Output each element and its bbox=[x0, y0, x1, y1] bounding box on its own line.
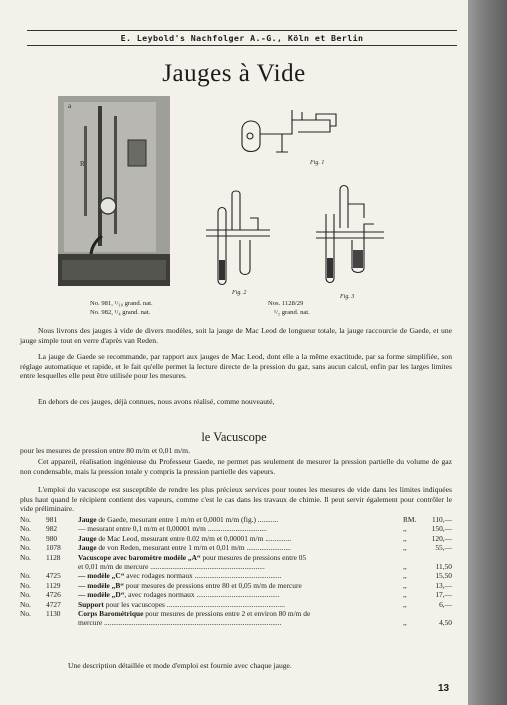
item-description bbox=[78, 571, 398, 580]
item-currency: ,, bbox=[403, 561, 407, 571]
item-description bbox=[78, 524, 398, 533]
item-currency: ,, bbox=[403, 618, 407, 628]
item-prefix: No. bbox=[20, 590, 31, 600]
item-description bbox=[78, 543, 398, 552]
fig2-label: Fig. 2 bbox=[232, 290, 247, 296]
item-description bbox=[78, 553, 398, 562]
item-description bbox=[78, 590, 398, 599]
item-currency: ,, bbox=[403, 571, 407, 581]
item-price: 55,— bbox=[435, 543, 452, 553]
item-text: et 0,01 m/m de mercure .............................................................. bbox=[78, 561, 265, 571]
photo-caption-line1: No. 981, ¹/₁₀ grand. nat. bbox=[90, 300, 153, 307]
header-rule-bottom bbox=[27, 45, 457, 46]
item-number: 1128 bbox=[46, 552, 61, 562]
fig3-diagram bbox=[312, 184, 392, 288]
item-title: Corps Barométrique bbox=[78, 608, 144, 618]
page-number: 13 bbox=[438, 683, 450, 694]
item-number: 1078 bbox=[46, 543, 61, 553]
section-subtitle: le Vacuscope bbox=[201, 430, 267, 444]
item-text: avec rodages normaux ............................................... bbox=[124, 571, 282, 581]
item-number: 981 bbox=[46, 515, 58, 524]
item-description bbox=[78, 600, 398, 609]
item-title: — modèle „C“ bbox=[78, 571, 125, 581]
price-list bbox=[20, 515, 452, 628]
photo-caption bbox=[90, 300, 153, 317]
item-prefix: No. bbox=[20, 608, 31, 618]
item-prefix: No. bbox=[20, 599, 31, 609]
item-currency: ,, bbox=[403, 543, 407, 553]
item-title: Jauge bbox=[78, 533, 97, 543]
gauge-photograph bbox=[58, 96, 170, 286]
svg-text:R: R bbox=[80, 160, 85, 168]
item-prefix: No. bbox=[20, 515, 31, 524]
item-text: pour mesures de pressions entre 80 et 0,05 m/m de mercure bbox=[123, 580, 302, 590]
fig3-label: Fig. 3 bbox=[340, 294, 355, 300]
item-title: — modèle „B“ bbox=[78, 580, 124, 590]
item-text: pour les vacuscopes ................................................................ bbox=[103, 599, 285, 609]
item-description bbox=[78, 534, 398, 543]
item-text: , avec rodages normaux ............................................. bbox=[124, 590, 280, 600]
item-currency: ,, bbox=[403, 524, 407, 534]
item-text: de Gaede, mesurant entre 1 m/m et 0,0001 m/m (fig.) ........... bbox=[96, 515, 279, 524]
item-prefix: No. bbox=[20, 533, 31, 543]
item-description bbox=[78, 618, 398, 627]
paragraph-intro: Nous livrons des jauges à vide de divers modèles, soit la jauge de Mac Leod de longueur totale, la jauge raccourcie de Gaede, et une jauge simple tout en verre d'après van Reden. bbox=[20, 326, 452, 345]
paragraph-vacuscope-range: pour les mesures de pression entre 80 m/m et 0,01 m/m. bbox=[20, 446, 190, 455]
item-price: 120,— bbox=[431, 533, 452, 543]
item-price: 11,50 bbox=[435, 561, 452, 571]
item-title: Jauge bbox=[78, 543, 97, 553]
item-price: 13,— bbox=[435, 580, 452, 590]
item-text: pour mesures de pressions entre 05 bbox=[200, 552, 307, 562]
item-currency: ,, bbox=[403, 533, 407, 543]
page-title: Jauges à Vide bbox=[162, 60, 306, 87]
figure-caption-line1: Nos. 1128/29 bbox=[268, 300, 304, 307]
item-text: — mesurant entre 0,1 m/m et 0,00001 m/m ................................ bbox=[78, 524, 267, 534]
svg-text:a: a bbox=[68, 102, 72, 110]
price-row bbox=[20, 609, 452, 618]
item-number: 4726 bbox=[46, 590, 61, 600]
item-text: de von Reden, mesurant entre 1 m/m et 0,01 m/m ........................ bbox=[96, 543, 291, 553]
figure-caption bbox=[268, 300, 310, 317]
photo-caption-line2: No. 982, ¹/₄ grand. nat. bbox=[90, 308, 151, 316]
paragraph-nouveaute: En dehors de ces jauges, déjà connues, nous avons réalisé, comme nouveauté, bbox=[38, 397, 275, 406]
item-description bbox=[78, 581, 398, 590]
price-row bbox=[20, 543, 452, 552]
page-header: E. Leybold's Nachfolger A.-G., Köln et Berlin bbox=[120, 33, 364, 43]
item-price: 110,— bbox=[431, 515, 452, 524]
item-prefix: No. bbox=[20, 524, 31, 534]
item-title: — modèle „D“ bbox=[78, 590, 125, 600]
item-prefix: No. bbox=[20, 580, 31, 590]
fig1-diagram bbox=[232, 100, 342, 170]
header-rule-top bbox=[27, 30, 457, 31]
footer-note: Une description détaillée et mode d'emploi est fournie avec chaque jauge. bbox=[68, 661, 292, 670]
item-title: Jauge bbox=[78, 515, 97, 524]
item-number: 982 bbox=[46, 524, 58, 534]
item-currency: ,, bbox=[403, 580, 407, 590]
item-description bbox=[78, 609, 398, 618]
item-price: 15,50 bbox=[435, 571, 452, 581]
item-price: 4,50 bbox=[439, 618, 452, 628]
item-description bbox=[78, 515, 398, 524]
item-price: 17,— bbox=[435, 590, 452, 600]
price-row bbox=[20, 581, 452, 590]
item-description bbox=[78, 562, 398, 571]
price-row bbox=[20, 618, 452, 627]
item-text: pour mesures de pressions entre 2 et environ 80 m/m de bbox=[143, 608, 311, 618]
item-price: 150,— bbox=[431, 524, 452, 534]
item-number: 1130 bbox=[46, 608, 61, 618]
price-row bbox=[20, 600, 452, 609]
figure-caption-line2: ¹/₂ grand. nat. bbox=[274, 308, 310, 316]
paragraph-gaede: La jauge de Gaede se recommande, par rapport aux jauges de Mac Leod, dont elle a la même exactitude, par sa forme simplifiée, son réglage automatique et rapide, et le fait qu'elle permet la lecture directe de la pression du gaz, sans aucun calcul, enfin par les larges limites entre lesquelles elle peut être utilisée pour les mesures. bbox=[20, 352, 452, 381]
item-prefix: No. bbox=[20, 571, 31, 581]
item-text: mercure ................................................................................................ bbox=[78, 618, 282, 628]
item-title: Vacuscope avec baromètre modèle „A“ bbox=[78, 552, 201, 562]
item-title: Support bbox=[78, 599, 104, 609]
item-prefix: No. bbox=[20, 543, 31, 553]
item-number: 4727 bbox=[46, 599, 61, 609]
item-currency: ,, bbox=[403, 590, 407, 600]
price-row bbox=[20, 562, 452, 571]
item-number: 1129 bbox=[46, 580, 61, 590]
price-row bbox=[20, 534, 452, 543]
price-row bbox=[20, 524, 452, 533]
fig2-diagram bbox=[200, 190, 280, 290]
item-price: 6,— bbox=[439, 599, 452, 609]
item-number: 980 bbox=[46, 533, 58, 543]
paragraph-vacuscope-use: L'emploi du vacuscope est susceptible de rendre les plus précieux services pour toutes les mesures de vide dans les limites indiquées plus haut quand le récipient contient des vapeurs, comme c'est le cas dans les travaux de chimie. Il peut servir également pour contrôler le vide préliminaire. bbox=[20, 485, 452, 514]
gauge-photo-illustration bbox=[58, 96, 170, 286]
item-text: de Mac Leod, mesurant entre 0.02 m/m et 0,00001 m/m .............. bbox=[96, 533, 292, 543]
price-row bbox=[20, 571, 452, 580]
fig1-label: Fig. 1 bbox=[310, 160, 325, 166]
item-currency: RM. bbox=[403, 515, 417, 524]
price-row bbox=[20, 515, 452, 524]
price-row bbox=[20, 553, 452, 562]
item-prefix: No. bbox=[20, 552, 31, 562]
item-currency: ,, bbox=[403, 599, 407, 609]
item-number: 4725 bbox=[46, 571, 61, 581]
book-page-edge bbox=[468, 0, 507, 705]
paragraph-vacuscope-device: Cet appareil, réalisation ingénieuse du Professeur Gaede, ne permet pas seulement de mesurer la pression partielle du volume de gaz non condensable, mais la pression totale y compris la pression partielle des vapeurs. bbox=[20, 457, 452, 476]
price-row bbox=[20, 590, 452, 599]
